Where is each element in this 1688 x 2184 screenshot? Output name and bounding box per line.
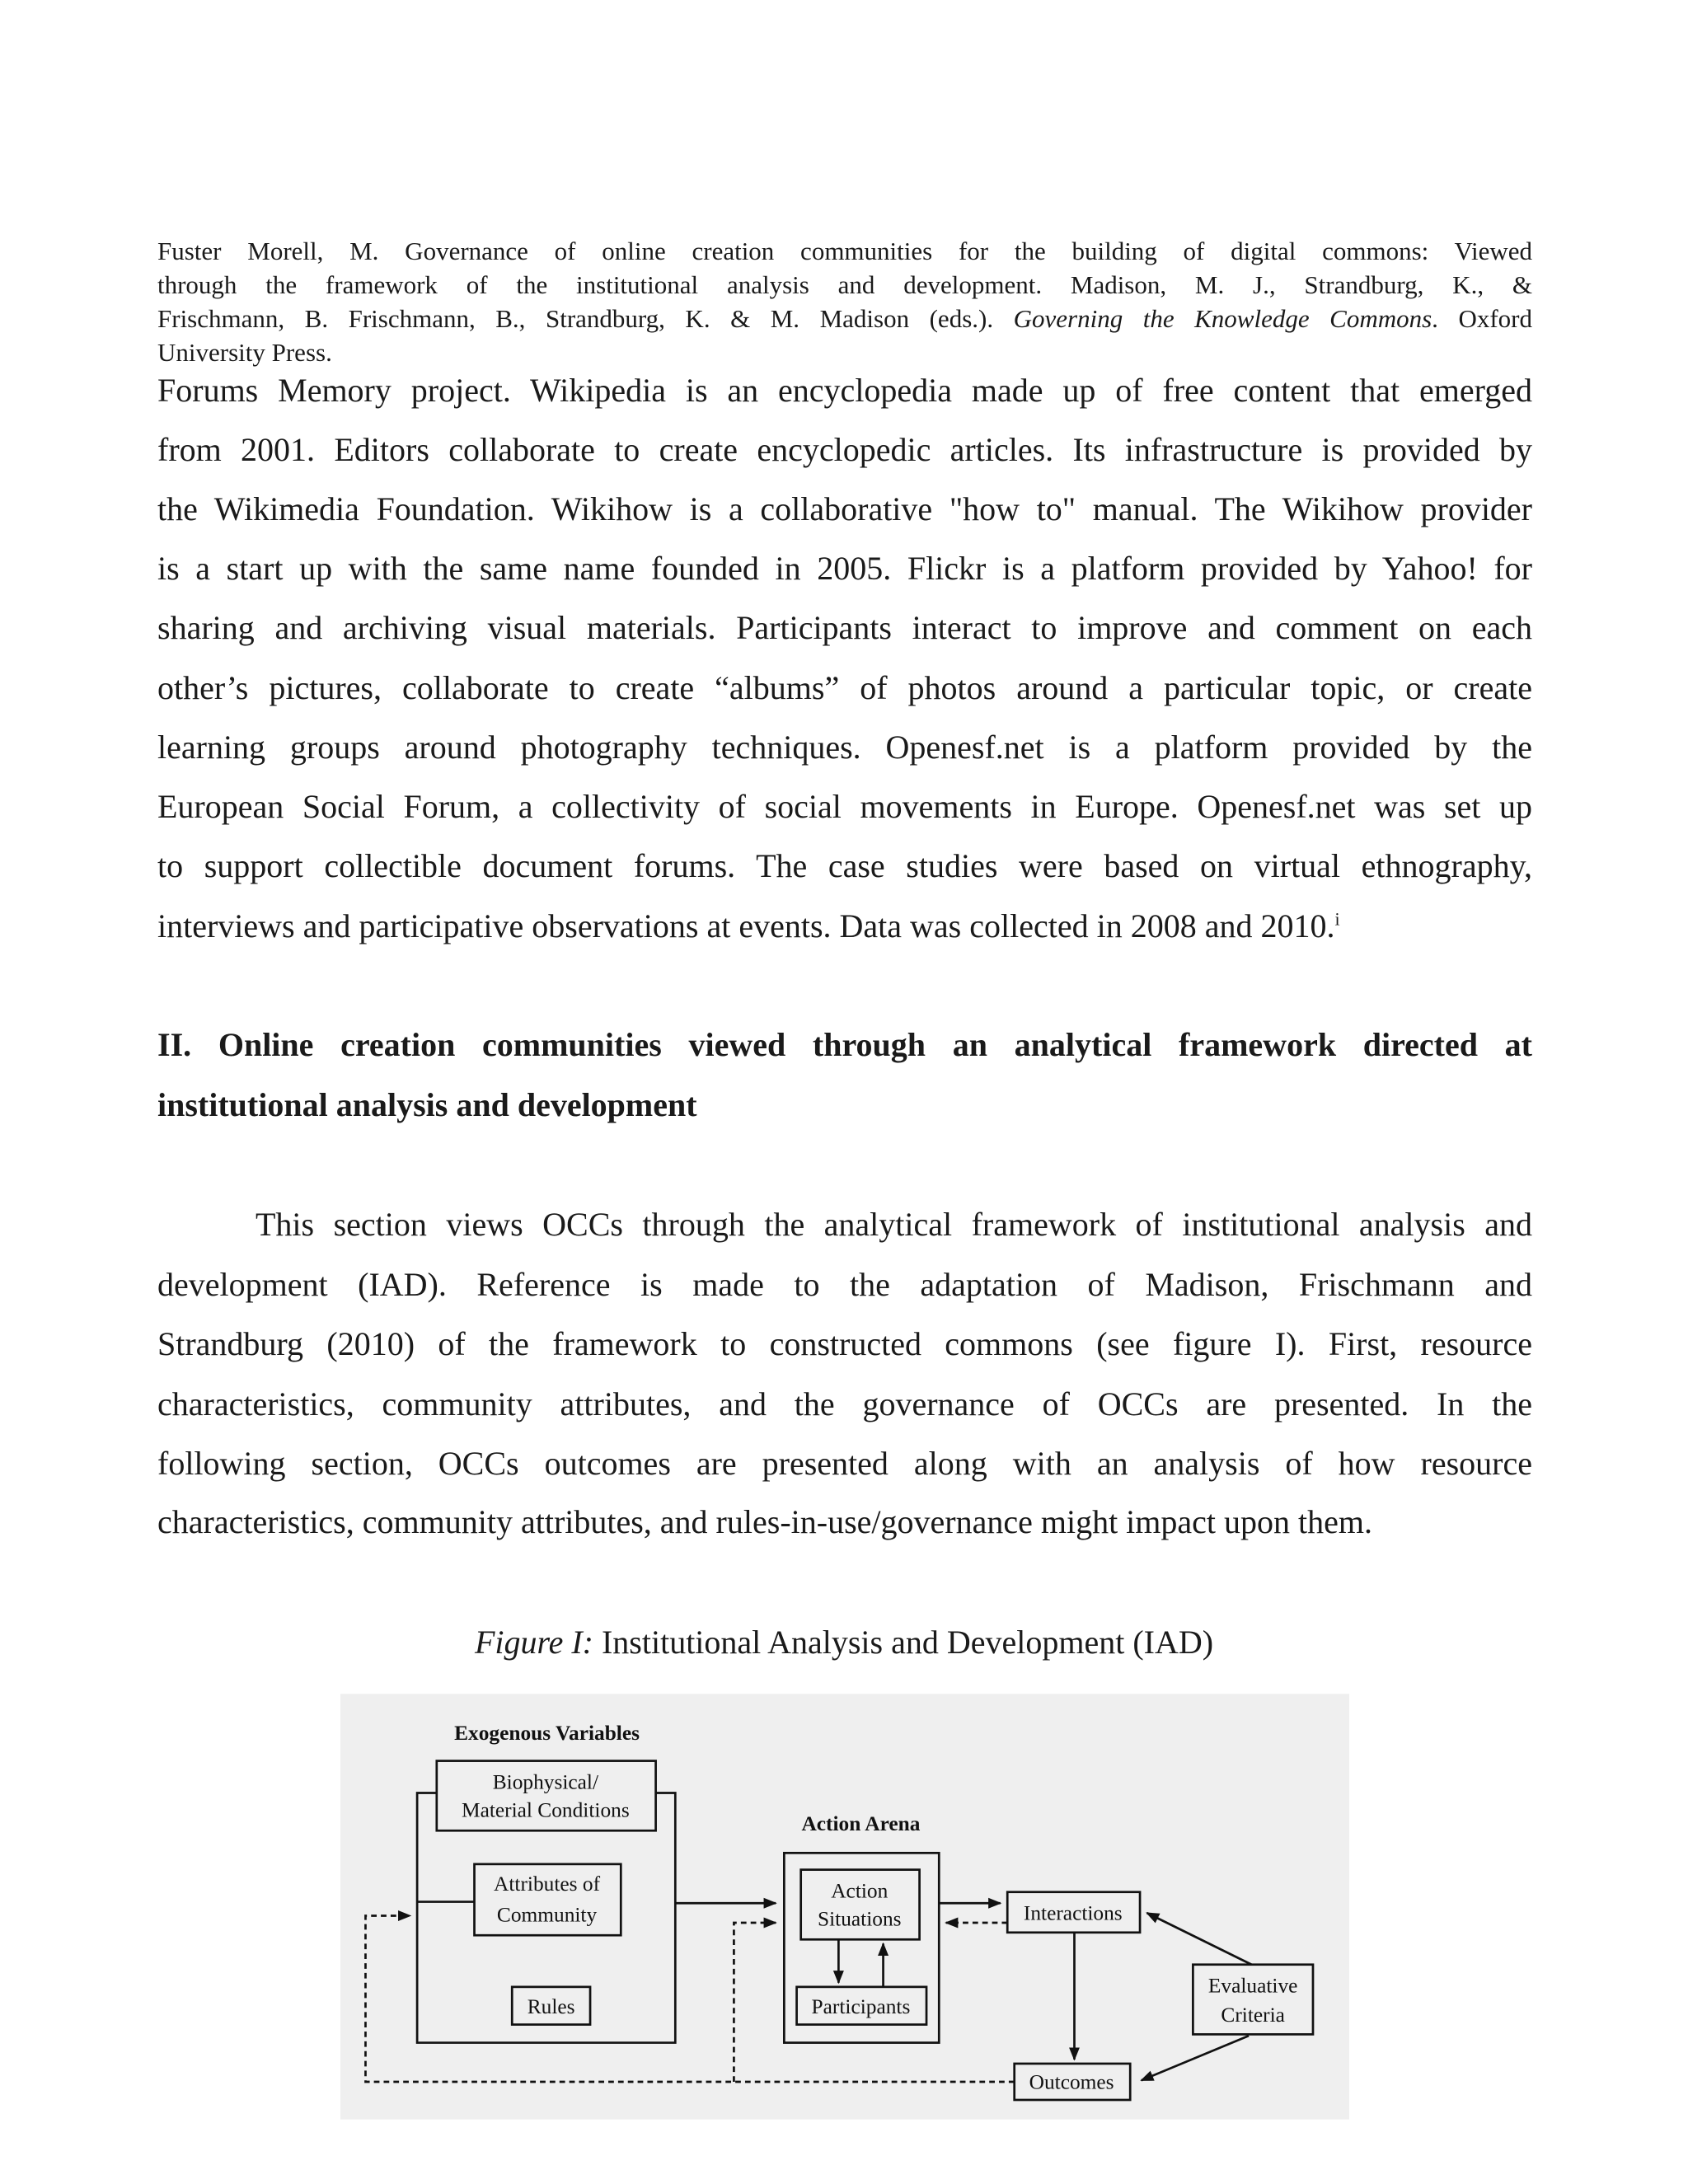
figure-caption (0, 1619, 1688, 1666)
text-line: learning groups around photography techniques. Openesf.net is a platform provided by the (157, 729, 1532, 766)
text-line: from 2001. Editors collaborate to create encyclopedic articles. Its infrastructure is provided by (157, 431, 1532, 468)
text-line: development (IAD). Reference is made to the adaptation of Madison, Frischmann and (157, 1266, 1532, 1303)
reference-line (157, 302, 1532, 335)
text-line: sharing and archiving visual materials. Participants interact to improve and comment on each (157, 609, 1532, 646)
text-line: This section views OCCs through the analytical framework of institutional analysis and (256, 1206, 1532, 1243)
action-arena-title: Action Arena (801, 1812, 921, 1836)
text-line: following section, OCCs outcomes are presented along with an analysis of how resource (157, 1445, 1532, 1482)
text-line: to support collectible document forums. The case studies were based on virtual ethnography, (157, 847, 1532, 884)
figure-label: Figure I: (474, 1624, 593, 1661)
biophysical-label: Biophysical/ (492, 1770, 599, 1794)
reference-line: through the framework of the institutional analysis and development. Madison, M. J., Strandburg, K., & (157, 270, 1532, 299)
attributes-label: Community (496, 1903, 598, 1927)
text-line: characteristics, community attributes, and rules-in-use/governance might impact upon them. (157, 1503, 1373, 1540)
footnote-marker[interactable]: i (1334, 908, 1340, 930)
text-line (157, 897, 1532, 956)
text-line: the Wikimedia Foundation. Wikihow is a collaborative "how to" manual. The Wikihow provider (157, 490, 1532, 527)
participants-label: Participants (811, 1995, 911, 2019)
action-situations-label: Situations (818, 1907, 902, 1931)
text-line: characteristics, community attributes, and the governance of OCCs are presented. In the (157, 1385, 1532, 1422)
reference-line: University Press. (157, 338, 332, 367)
text-line: European Social Forum, a collectivity of social movements in Europe. Openesf.net was set up (157, 788, 1532, 825)
book-title: Governing the Knowledge Commons (1013, 304, 1432, 333)
text-line: Forums Memory project. Wikipedia is an encyclopedia made up of free content that emerged (157, 372, 1532, 409)
action-situations-label: Action (831, 1879, 889, 1903)
interactions-label: Interactions (1023, 1901, 1123, 1925)
text-line: is a start up with the same name founded in 2005. Flickr is a platform provided by Yahoo! for (157, 550, 1532, 587)
reference-text: . Oxford (1432, 304, 1532, 333)
text-line: Strandburg (2010) of the framework to constructed commons (see figure I). First, resource (157, 1325, 1532, 1362)
reference-line: Fuster Morell, M. Governance of online creation communities for the building of digital commons: Viewed (157, 237, 1532, 265)
heading-line: institutional analysis and development (157, 1086, 697, 1123)
rules-label: Rules (527, 1995, 575, 2019)
text-line-content: interviews and participative observations at events. Data was collected in 2008 and 2010. (157, 907, 1335, 944)
attributes-label: Attributes of (494, 1872, 601, 1896)
evaluative-criteria-label: Criteria (1221, 2004, 1285, 2027)
text-line: other’s pictures, collaborate to create “albums” of photos around a particular topic, or create (157, 669, 1532, 706)
outcomes-label: Outcomes (1029, 2070, 1114, 2094)
biophysical-label: Material Conditions (462, 1798, 630, 1822)
evaluative-criteria-label: Evaluative (1207, 1974, 1298, 1998)
heading-line: II. Online creation communities viewed through an analytical framework directed at (157, 1026, 1532, 1063)
exogenous-variables-title: Exogenous Variables (454, 1722, 640, 1746)
iad-diagram (340, 1694, 1349, 2120)
reference-text: Frischmann, B. Frischmann, B., Strandburg, K. & M. Madison (eds.). (157, 304, 994, 333)
figure-title: Institutional Analysis and Development (IAD) (601, 1624, 1214, 1661)
